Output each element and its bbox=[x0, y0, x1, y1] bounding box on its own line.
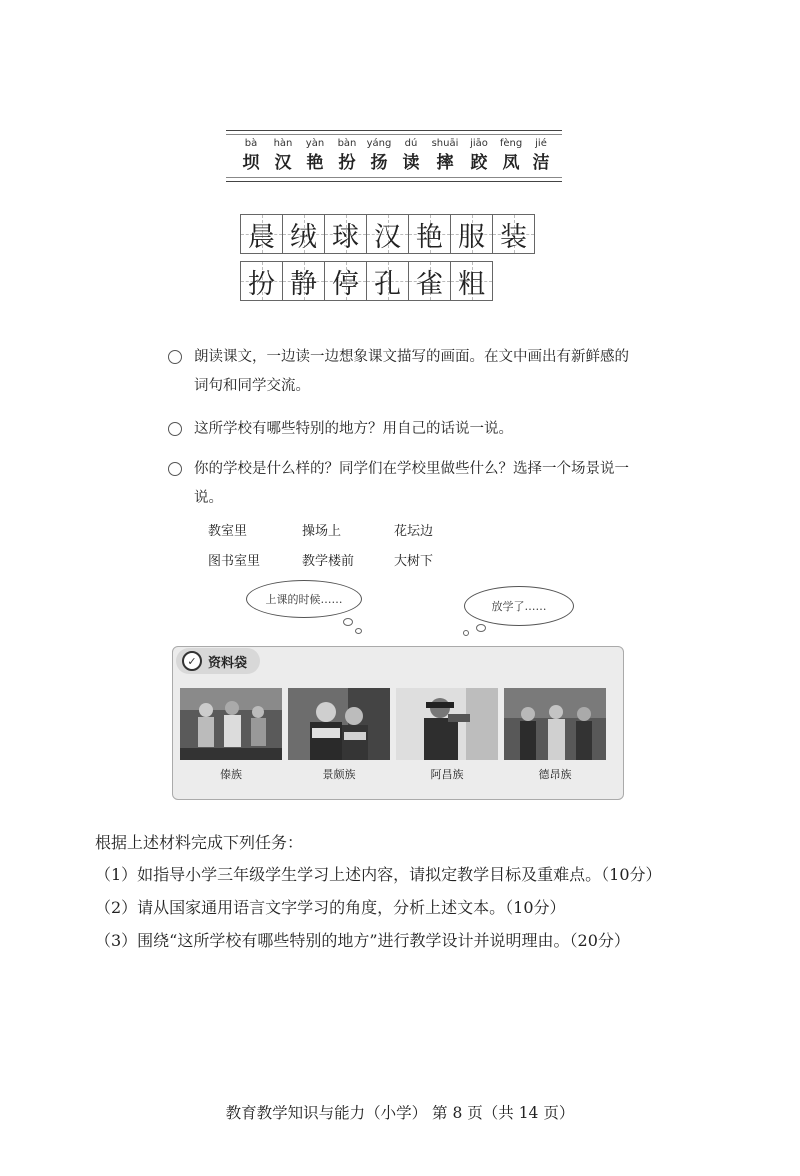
grid-cell: 球 bbox=[324, 214, 367, 254]
hanzi: 跤 bbox=[470, 153, 488, 173]
page-footer: 教育教学知识与能力（小学） 第 8 页（共 14 页） bbox=[225, 1104, 575, 1122]
vocab-item bbox=[524, 137, 558, 175]
hanzi: 读 bbox=[402, 153, 420, 173]
vocab-item bbox=[234, 137, 268, 175]
hanzi: 艳 bbox=[306, 153, 324, 173]
grid-cell: 服 bbox=[450, 214, 493, 254]
thought-bubble: 放学了…… bbox=[464, 586, 574, 626]
pinyin: fèng bbox=[499, 138, 523, 149]
hanzi: 摔 bbox=[436, 153, 454, 173]
pinyin: hàn bbox=[273, 138, 293, 149]
pinyin: bàn bbox=[337, 138, 357, 149]
hanzi: 凤 bbox=[502, 153, 520, 173]
circle-bullet-icon bbox=[168, 422, 182, 436]
task-item: （3）围绕“这所学校有哪些特别的地方”进行教学设计并说明理由。（20分） bbox=[95, 931, 630, 950]
achang-people-photo bbox=[396, 688, 498, 760]
photo-caption: 景颇族 bbox=[322, 768, 356, 781]
task-item: （2）请从国家通用语言文字学习的角度，分析上述文本。（10分） bbox=[95, 898, 566, 917]
pinyin: bà bbox=[244, 138, 258, 149]
hanzi: 汉 bbox=[274, 153, 292, 173]
grid-cell: 孔 bbox=[366, 261, 409, 301]
vocab-item bbox=[266, 137, 300, 175]
vocab-item bbox=[394, 137, 428, 175]
pinyin: yàn bbox=[305, 138, 325, 149]
dai-people-photo bbox=[180, 688, 282, 760]
grid-cell: 扮 bbox=[240, 261, 283, 301]
bubble-dot bbox=[355, 628, 362, 634]
vocab-item bbox=[428, 137, 462, 175]
vocab-item bbox=[330, 137, 364, 175]
vocab-item bbox=[462, 137, 496, 175]
data-panel-header bbox=[176, 648, 260, 674]
place-item: 操场上 bbox=[302, 524, 342, 539]
grid-cell: 装 bbox=[492, 214, 535, 254]
place-item: 教学楼前 bbox=[302, 554, 355, 569]
place-item: 大树下 bbox=[394, 554, 434, 569]
place-item: 花坛边 bbox=[394, 524, 434, 539]
grid-cell: 晨 bbox=[240, 214, 283, 254]
thought-bubble: 上课的时候…… bbox=[246, 580, 362, 618]
hanzi: 坝 bbox=[242, 153, 260, 173]
question-text: 这所学校有哪些特别的地方？用自己的话说一说。 bbox=[194, 421, 513, 437]
writing-grid-row-2 bbox=[240, 261, 492, 301]
vocab-item bbox=[362, 137, 396, 175]
jingpo-people-photo bbox=[288, 688, 390, 760]
place-item: 图书室里 bbox=[208, 554, 261, 569]
hanzi: 扮 bbox=[338, 153, 356, 173]
pinyin: dú bbox=[404, 138, 418, 149]
data-panel-title: 资料袋 bbox=[208, 655, 248, 671]
place-item: 教室里 bbox=[208, 524, 248, 539]
bubble-dot bbox=[343, 618, 353, 626]
bubble-dot bbox=[463, 630, 469, 636]
grid-cell: 雀 bbox=[408, 261, 451, 301]
grid-cell: 汉 bbox=[366, 214, 409, 254]
question-text: 朗读课文，一边读一边想象课文描写的画面。在文中画出有新鲜感的词句和同学交流。 bbox=[194, 349, 629, 394]
photo-caption: 阿昌族 bbox=[430, 768, 464, 781]
grid-cell: 停 bbox=[324, 261, 367, 301]
task-item: （1）如指导小学三年级学生学习上述内容，请拟定教学目标及重难点。（10分） bbox=[95, 865, 662, 884]
photo-caption: 傣族 bbox=[220, 768, 242, 781]
circle-bullet-icon bbox=[168, 350, 182, 364]
vocab-item bbox=[298, 137, 332, 175]
pinyin: jié bbox=[535, 138, 547, 149]
grid-cell: 静 bbox=[282, 261, 325, 301]
task-intro: 根据上述材料完成下列任务： bbox=[95, 833, 304, 852]
pinyin: jiāo bbox=[470, 138, 488, 149]
pinyin: shuāi bbox=[431, 138, 459, 149]
vocabulary-strip bbox=[226, 130, 562, 182]
grid-cell: 绒 bbox=[282, 214, 325, 254]
notebook-icon: ✓ bbox=[182, 651, 202, 671]
vocab-item bbox=[494, 137, 528, 175]
hanzi: 扬 bbox=[370, 153, 388, 173]
deang-people-photo bbox=[504, 688, 606, 760]
question-text: 你的学校是什么样的？同学们在学校里做些什么？选择一个场景说一说。 bbox=[194, 461, 629, 506]
hanzi: 洁 bbox=[532, 153, 550, 173]
question-3 bbox=[168, 455, 638, 513]
question-2 bbox=[168, 415, 638, 444]
circle-bullet-icon bbox=[168, 462, 182, 476]
bubble-dot bbox=[476, 624, 486, 632]
writing-grid-row-1 bbox=[240, 214, 534, 254]
photo-caption: 德昂族 bbox=[538, 768, 572, 781]
pinyin: yáng bbox=[366, 138, 392, 149]
question-1 bbox=[168, 343, 638, 401]
grid-cell: 艳 bbox=[408, 214, 451, 254]
grid-cell: 粗 bbox=[450, 261, 493, 301]
